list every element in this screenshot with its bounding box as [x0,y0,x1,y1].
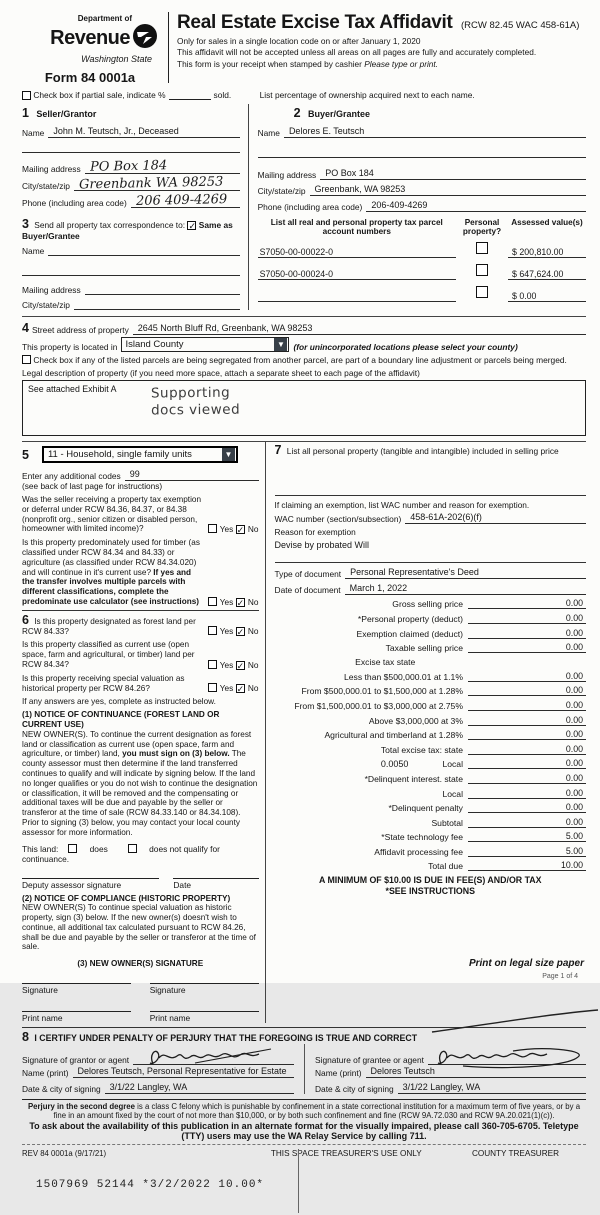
personal-property-checkbox[interactable] [476,286,488,298]
parcel-number [258,291,456,302]
section8: 8 I CERTIFY UNDER PENALTY OF PERJURY THAT THE FOREGOING IS TRUE AND CORRECT Signature of grantor or agent Name (print) Delores Teutsch, Personal Representative for Estate Date & city of signing 3/1/22 Langley, WA Signature of grantee or agent Name (print) Delores Teutsch Date & city of signing 3/1/22 Langley, WA [22,1027,586,1094]
wac-number-value: 458-61A-202(6)(f) [405,512,586,524]
county-dropdown[interactable] [121,337,289,352]
forest-no-checkbox[interactable]: ✓ [236,627,245,638]
timber-yes-checkbox[interactable] [208,597,217,606]
tax-row: *State technology fee 5.00 [275,831,586,842]
additional-codes-note: (see back of last page for instructions) [22,481,163,491]
accessibility-statement: To ask about the availability of this publication in an alternate format for the visually impaired, please call 360-705-6705. Teletype (TTY) users may use the WA Relay Service by calling 711. [29,1121,579,1141]
type-of-document-label: Type of document [274,568,342,579]
local-rate-value: 0.0050 [380,759,409,770]
current-use-no-checkbox[interactable]: ✓ [236,660,245,671]
correspondence-city-label: City/state/zip [22,300,70,310]
treasurer-divider [298,1149,299,1213]
reet-affidavit-page: Department of Revenue Washington State Form 84 0001a Real Estate Excise Tax Affidavit (RCW 82.45 WAC 458-61A) Only for sales in a single location code on or after January 1, 2020 This affidavit will not be accepted unless all areas on all pages are fully and accurately completed. This form is your receipt when stamped by cashier Please type or print. Check box if partial sale, indicate % sold. List percentage of ownership acquired next to each name. 1 Seller/Grantor Name John M. Teutsch, Jr., Deceased Mailing address PO Box 184 City/state/zip Greenbank WA 98253 Phone (including area code) 206 409-4269 3 Send all property tax correspondence to: ✓ Same as Buyer/Grantee Name Mailing address City/state/zip 2 Buyer/Grantee Name Delores E. Teutsch Mailing address PO Box 184 City/state/zip Greenbank, WA 98253 Phone (including area code) 206-409-4269 List all real and personal property tax parcel account numbers Personal property? Assessed value(s) S7050-00-00022-0 $ 200,810.00 S7050-00-00024-0 $ 647,624.00 $ 0.00 4 Street address of property 2645 North Bluff Rd, Greenbank, WA 98253 This property is located in Island County ▼ (for unincorporated locations please select your county) Check box if any of the listed parcels are being segregated from another parcel, are part of a boundary line adjustment or parcels being merged. Legal description of property (if you need more space, attach a separate sheet to each page of the affidavit) See attached Exhibit A Supporting docs viewed 5 11 - Household, single family units ▼ Enter any additional codes 99 (see back of last page for instructions) Was the seller receiving a property tax exemption or deferral under RCW 84.36, 84.37, or 84.38 (nonprofit org., senior citizen or disabled person, homeowner with limited income)? Yes ✓ No Is this property predominately used for timber (as classified under RCW 84.34 and 84.33) or agriculture (as classified under RCW 84.34.020) and will continue in it's current use? If yes and the transfer involves multiple parcels with different classifications, complete the predominate use calculator (see instructions) Yes ✓ No 6 Is this property designated as forest land per RCW 84.33? Yes ✓ No Is this property classified as current use (open space, farm and agricultural, or timber) land per RCW 84.34? Yes ✓ No Is this property receiving special valuation as historical property per RCW 84.26? Yes ✓ No If any answers are yes, complete as instructed below. (1) NOTICE OF CONTINUANCE (FOREST LAND OR CURRENT USE) NEW OWNER(S). To continue the current designation as forest land or classification as current use (open space, farm and agriculture, or timber) land, you must sign on (3) below. The county assessor must then determine if the land transferred continues to qualify and will indicate by signing below. If the land no longer qualifies or you do not wish to continue the designation or classification, it will be removed and the compensating or additional taxes will be due and payable by the seller or transferor at the time of sale (RCW 84.33.140 or 84.34.108). Prior to signing (3) below, you may contact your local county assessor for more information. This land: does does not qualify for continuance. Deputy assessor signature Date (2) NOTICE OF COMPLIANCE (HISTORIC PROPERTY) NEW OWNER(S) To continue special valuation as historic property, sign (3) below. If the new owner(s) doesn't wish to continue, all additional tax calculated pursuant to RCW 84.26, shall be due and payable by the seller or transferor at the time of sale. (3) NEW OWNER(S) SIGNATURE Signature Signature Print name Print name 7 List all personal property (tangible and intangible) included in selling price If claiming an exemption, list WAC number and reason for exemption. WAC number (section/subsection) 458-61A-202(6)(f) Reason for exemption Devise by probated Will Type of document Personal Representative's Deed Date of document March 1, 2022 Gross selling price 0.00 *Personal property (deduct) 0.00 Exemption claimed (deduct) 0.00 Taxable selling price 0.00 Excise tax state Less than $500,000.01 at 1.1% 0.00 From $500,000.01 to $1,500,000 at 1.28% 0.00 From $1,500,000.01 to $3,000,000 at 2.75% 0.00 Above $3,000,000 at 3% 0.00 Agricultural and timberland at 1.28% 0.00 Total excise tax: state 0.00 0.0050 Local 0.00 *Delinquent interest. state 0.00 Local 0.00 *Delinquent penalty 0.00 Subtotal 0.00 *State technology fee 5.00 Affidavit processing fee 5.00 Total due 10.00 A MINIMUM OF $10.00 IS DUE IN FEE(S) AND/OR TAX *SEE INSTRUCTIONS 8 I CERTIFY UNDER PENALTY OF PERJURY THAT THE FOREGOING IS TRUE AND CORRECT Signature of grantor or agent Name (print) Delores Teutsch, Personal Representative for Estate Date & city of signing 3/1/22 Langley, WA Signature of grantee or agent Name (print) Delores Teutsch Date & city of signing 3/1/22 Langley, WA Perjury in the second degree is a class C felony which is punishable by confinement in a state correctional institution for a maximum term of five years, or by a fine in an amount fixed by the court of not more than $10,000, or by both such confinement and fine (RCW 9A.72.030 and RCW 9A.20.021(1)(c)). To ask about the availability of this publication in an alternate format for the visually impaired, please call 360-705-6705. Teletype (TTY) users may use the WA Relay Service by calling 711. REV 84 0001a (9/17/21) THIS SPACE TREASURER'S USE ONLY COUNTY TREASURER 1507969 52144 *3/2/2022 10.00* Print on legal size paper Page 1 of 4 [0,0,600,983]
parcel-header-assessed: Assessed value(s) [511,218,583,227]
additional-codes-value: 99 [125,469,259,481]
county-note: (for unincorporated locations please select your county) [293,342,518,352]
correspondence-name-value [48,245,239,256]
subtitle-1: Only for sales in a single location code on or after January 1, 2020 [177,35,421,46]
current-use-yes-checkbox[interactable] [208,660,217,669]
tax-row: *Personal property (deduct) 0.00 [275,613,586,624]
treasurer-footer [22,1149,586,1215]
subtitle-3: This form is your receipt when stamped by cashier Please type or print. [177,58,439,69]
rev-form-label: REV 84 0001a (9/17/21) [22,1148,107,1158]
subtitle-2: This affidavit will not be accepted unless all areas on all pages are fully and accurately completed. [177,47,537,57]
partial-sale-percent-field[interactable] [169,99,211,100]
grantee-name-value: Delores Teutsch [366,1066,586,1078]
buyer-city-value: Greenbank, WA 98253 [310,184,586,196]
deputy-assessor-row [22,878,259,890]
section2-heading: 2 Buyer/Grantee [293,106,371,120]
historical-no-checkbox[interactable]: ✓ [236,684,245,695]
cashier-stamp: 1507969 52144 *3/2/2022 10.00* [36,1178,265,1191]
header-divider [168,12,169,83]
forest-land-question: 6 Is this property designated as forest land per RCW 84.33? [22,612,196,636]
type-or-print-note: Please type or print. [364,58,439,69]
parcel-header-numbers: List all real and personal property tax parcel account numbers [270,218,443,236]
new-owner-print-name-line: Print name [150,1011,259,1023]
parcel-header-personal: Personal property? [462,218,502,236]
correspondence-mailing-label: Mailing address [22,285,81,295]
parcel-number: S7050-00-00024-0 [258,269,456,280]
partial-sale-checkbox[interactable] [22,91,31,100]
personal-property-checkbox[interactable] [476,264,488,276]
reason-for-exemption-value: Devise by probated Will [274,539,370,550]
correspondence-mailing-value [85,284,240,295]
tax-row-local: 0.0050 Local 0.00 [275,758,586,769]
new-owner-print-name-line: Print name [22,1011,131,1023]
seller-city-value: Greenbank WA 98253 [78,174,224,193]
correspondence-name-label: Name [22,246,45,256]
new-owner-signature-line: Signature [22,983,131,995]
tax-row: Affidavit processing fee 5.00 [275,846,586,857]
land-use-dropdown[interactable] [42,446,238,463]
buyer-name-line2 [258,147,586,158]
notice2-body: NEW OWNER(S) To continue special valuation as historic property, sign (3) below. If the new owner(s) doesn't wish to continue, all additional tax calculated pursuant to RCW 84.26, shall be due and payable by the seller or transferor at the time of sale. [22,903,256,952]
grantor-name-label: Name (print) [22,1068,69,1079]
exemption-question: Was the seller receiving a property tax exemption or deferral under RCW 84.36, 84.37, or 84.38 (nonprofit org., senior citizen or disabled person, homeowner with limited income)? [22,495,201,534]
current-use-question: Is this property classified as current use (open space, farm and agricultural, or timber) land per RCW 84.34? [22,640,195,669]
section1-heading: 1 Seller/Grantor [22,106,97,120]
parcel-row [258,240,586,258]
print-legal-size-note: Print on legal size paper [468,958,584,969]
buyer-phone-value: 206-409-4269 [366,200,586,212]
tax-row: From $1,500,000.01 to $3,000,000 at 2.75% 0.00 [275,700,586,711]
form-number: Form 84 0001a [44,70,136,85]
grantee-name-label: Name (print) [315,1068,362,1079]
notice2-title: (2) NOTICE OF COMPLIANCE (HISTORIC PROPERTY) [22,893,231,903]
ownership-note: List percentage of ownership acquired next to each name. [259,90,475,100]
assessed-value: $ 0.00 [508,291,586,302]
grantee-signature [433,1046,583,1068]
partial-sale-label: Check box if partial sale, indicate % [33,90,166,100]
see-instructions-note: *SEE INSTRUCTIONS [385,886,475,897]
revenue-wordmark: Revenue [50,27,130,49]
seller-name-line2 [22,142,240,153]
buyer-phone-label: Phone (including area code) [257,202,363,212]
minimum-due-note: A MINIMUM OF $10.00 IS DUE IN FEE(S) AND/OR TAX [318,875,542,886]
chevron-down-icon[interactable]: ▼ [274,338,287,351]
tax-row: Local 0.00 [275,788,586,799]
perjury-block [22,1099,586,1145]
does-not-checkbox[interactable] [128,844,137,853]
seller-phone-value: 206 409-4269 [135,192,228,209]
seller-name-value: John M. Teutsch, Jr., Deceased [48,126,239,138]
grantor-date-value: 3/1/22 Langley, WA [105,1082,294,1094]
does-checkbox[interactable] [68,844,77,853]
parcel-table [258,218,586,302]
certify-statement: I CERTIFY UNDER PENALTY OF PERJURY THAT THE FOREGOING IS TRUE AND CORRECT [34,1033,418,1044]
continuance-label: continuance. [22,853,70,864]
grantor-signature [145,1046,285,1068]
chevron-down-icon[interactable]: ▼ [222,448,235,461]
tax-row: Taxable selling price 0.00 [275,642,586,653]
located-in-label: This property is located in [22,342,118,352]
section4: 4 Street address of property 2645 North Bluff Rd, Greenbank, WA 98253 This property is located in Island County ▼ (for unincorporated locations please select your county) Check box if any of the listed parcels are being segregated from another parcel, are part of a boundary line adjustment or parcels being merged. Legal description of property (if you need more space, attach a separate sheet to each page of the affidavit) See attached Exhibit A Supporting docs viewed [22,316,586,436]
washington-state-label: Washington State [81,54,152,64]
correspondence-city-value [74,299,240,310]
notice1-body: NEW OWNER(S). To continue the current designation as forest land or classification as current use (open space, farm and agriculture, or timber) land, you must sign on (3) below. The county assessor must then determine if the land transferred continues to qualify and will indicate by signing below. If the land no longer qualifies or you do not wish to continue the designation or classification, it will be removed and the compensating or additional taxes will be due and payable by the seller or transferor at the time of sale (RCW 84.33.140 or 84.34.108). Prior to signing (3) below, you may contact your local county assessor for more information. [22,729,258,837]
form-title: Real Estate Excise Tax Affidavit [177,12,453,33]
excise-tax-state-heading: Excise tax state [355,657,416,668]
historical-yes-checkbox[interactable] [208,683,217,692]
deputy-assessor-signature-line: Deputy assessor signature [22,878,159,890]
revenue-logo-icon [132,23,158,54]
buyer-mailing-label: Mailing address [257,170,317,180]
seller-phone-label: Phone (including area code) [22,198,127,208]
grantee-signature-label: Signature of grantee or agent [315,1055,424,1066]
type-of-document-value: Personal Representative's Deed [345,567,586,579]
page-number: Page 1 of 4 [542,973,578,980]
grantor-signature-label: Signature of grantor or agent [22,1055,130,1066]
tax-row: From $500,000.01 to $1,500,000 at 1.28% 0.00 [275,685,586,696]
parcel-number: S7050-00-00022-0 [258,247,456,258]
historical-question: Is this property receiving special valuation as historical property per RCW 84.26? [22,673,185,693]
supporting-docs-stamp: Supporting docs viewed [150,384,241,419]
segregated-label: Check box if any of the listed parcels are being segregated from another parcel, are part of a boundary line adjustment or parcels being merged. [33,355,567,365]
seller-city-label: City/state/zip [22,181,70,191]
parcel-row [258,262,586,280]
new-owners-signature-title: (3) NEW OWNER(S) SIGNATURE [77,959,204,969]
personal-property-checkbox[interactable] [476,242,488,254]
section7-title: 7 List all personal property (tangible and intangible) included in selling price [274,443,559,457]
tax-row: Exemption claimed (deduct) 0.00 [275,628,586,639]
county-value: Island County [125,339,184,350]
same-as-buyer-checkbox[interactable]: ✓ [188,221,196,231]
exemption-yes-checkbox[interactable] [208,524,217,533]
grantee-date-value: 3/1/22 Langley, WA [398,1082,586,1094]
legal-description-value: See attached Exhibit A [28,384,117,394]
land-use-value: 11 - Household, single family units [47,449,192,460]
new-owner-signature-line: Signature [150,983,259,995]
additional-codes-label: Enter any additional codes [22,471,121,481]
assessed-value: $ 647,624.00 [508,269,586,280]
partial-sale-suffix: sold. [213,90,232,100]
legal-description-label: Legal description of property (if you need more space, attach a separate sheet to each page of the affidavit) [22,368,420,378]
form-title-rcw: (RCW 82.45 WAC 458-61A) [460,20,580,31]
this-land-label: This land: [22,843,59,854]
timber-question: Is this property predominately used for timber (as classified under RCW 84.34 and 84.33) or agriculture (as classified under RCW 84.34.020) and will continue in it's current use? If yes and the transfer involves multiple parcels with different classifications, complete the predominate use calculator (see instructions) [22,538,200,606]
dept-of-label: Department of [77,14,132,23]
dor-logo-block [22,8,158,85]
tax-row: Subtotal 0.00 [275,817,586,828]
seller-mailing-value: PO Box 184 [89,158,167,175]
perjury-statement: Perjury in the second degree is a class C felony which is punishable by confinement in a state correctional institution for a maximum term of five years, or by a fine in an amount fixed by the court of not more than $10,000, or by both such confinement and fine (RCW 9A.72.030 and RCW 9A.20.021(1)(c)). [27,1102,581,1121]
exemption-no-checkbox[interactable]: ✓ [236,525,245,536]
tax-row: *Delinquent penalty 0.00 [275,802,586,813]
tax-row: Agricultural and timberland at 1.28% 0.00 [275,729,586,740]
tax-row-total: Total due 10.00 [275,860,586,871]
street-address-label: Street address of property [31,325,129,335]
wac-number-label: WAC number (section/subsection) [274,513,402,524]
timber-no-checkbox[interactable]: ✓ [236,597,245,608]
same-as-buyer-label: Same as Buyer/Grantee [22,220,233,241]
tax-row: Above $3,000,000 at 3% 0.00 [275,715,586,726]
date-of-document-value: March 1, 2022 [345,583,586,595]
segregated-checkbox[interactable] [22,355,31,364]
tax-row: *Delinquent interest. state 0.00 [275,773,586,784]
correspondence-blank-line [22,265,240,276]
deputy-date-line: Date [173,878,258,890]
parcel-row [258,284,586,302]
grantee-date-label: Date & city of signing [315,1084,394,1095]
section3-heading: 3 Send all property tax correspondence to: ✓ Same as Buyer/Grantee [22,217,233,241]
treasurer-use-label: THIS SPACE TREASURER'S USE ONLY [270,1148,422,1158]
notice1-title: (1) NOTICE OF CONTINUANCE (FOREST LAND OR CURRENT USE) [22,710,220,729]
street-address-value: 2645 North Bluff Rd, Greenbank, WA 98253 [133,323,586,335]
reason-for-exemption-label: Reason for exemption [274,526,356,537]
buyer-name-label: Name [257,128,280,138]
seller-name-label: Name [22,128,45,138]
exemption-note: If claiming an exemption, list WAC number and reason for exemption. [274,499,530,510]
buyer-mailing-value: PO Box 184 [320,168,586,180]
legal-description-box [22,380,586,436]
seller-mailing-label: Mailing address [22,164,81,174]
section5-number: 5 [22,447,29,462]
grantor-name-value: Delores Teutsch, Personal Representative for Estate [73,1066,294,1078]
date-of-document-label: Date of document [274,584,341,595]
tax-row: Total excise tax: state 0.00 [275,744,586,755]
buyer-name-value: Delores E. Teutsch [284,126,586,138]
if-yes-note: If any answers are yes, complete as instructed below. [22,697,216,707]
buyer-city-label: City/state/zip [257,186,306,196]
grantor-date-label: Date & city of signing [22,1084,101,1095]
forest-yes-checkbox[interactable] [208,626,217,635]
tax-row: Gross selling price 0.00 [275,598,586,609]
tax-row: Less than $500,000.01 at 1.1% 0.00 [275,671,586,682]
county-treasurer-label: COUNTY TREASURER [471,1148,559,1158]
assessed-value: $ 200,810.00 [508,247,586,258]
form-header [22,8,586,85]
